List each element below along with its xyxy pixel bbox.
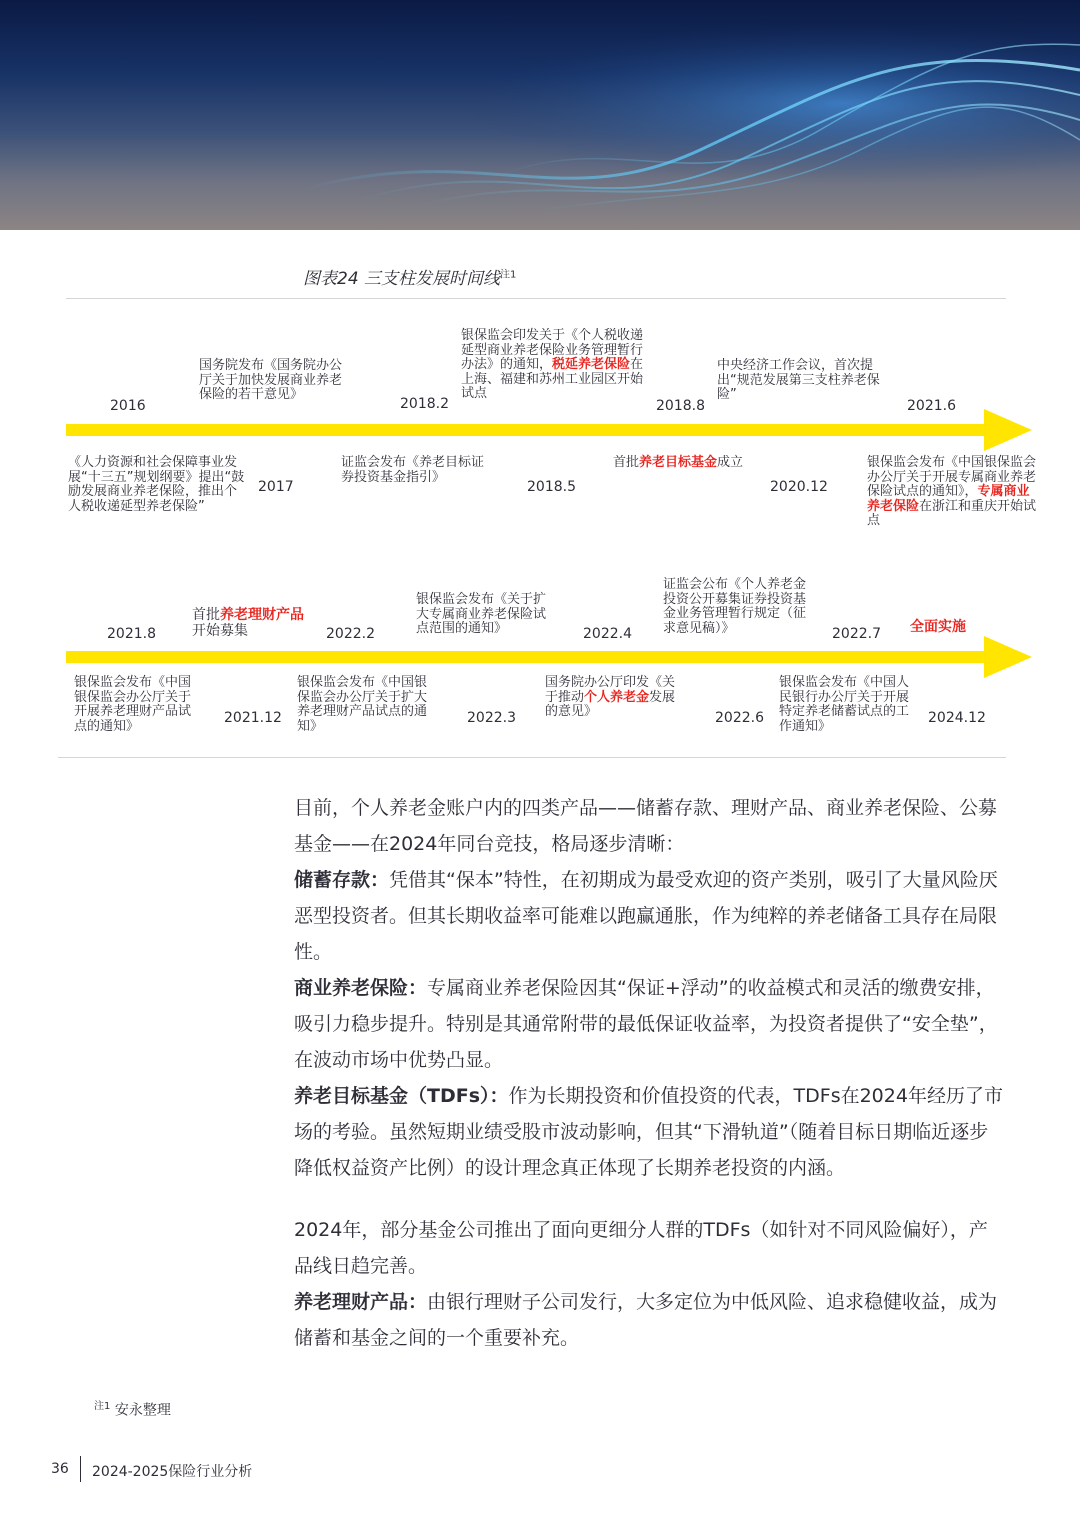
event-2022-3: 银保监会发布《关于扩大专属商业养老保险试点范围的通知》 <box>416 592 547 636</box>
year-2016: 2016 <box>110 398 146 414</box>
event-2021-12: 首批养老理财产品开始募集 <box>192 607 304 639</box>
event-2018-8: 首批养老目标基金成立 <box>613 455 744 470</box>
figure-bottom-divider <box>58 757 1006 758</box>
year-2022-3: 2022.3 <box>467 710 516 726</box>
year-2022-2: 2022.2 <box>326 626 375 642</box>
figure-top-divider <box>66 298 1006 299</box>
year-2022-6: 2022.6 <box>715 710 764 726</box>
event-2017: 国务院发布《国务院办公厅关于加快发展商业养老保险的若干意见》 <box>199 358 343 402</box>
tdf-2024-paragraph: 2024年，部分基金公司推出了面向更细分人群的TDFs（如针对不同风险偏好），产品线日趋完善。 <box>294 1219 988 1277</box>
event-2016: 《人力资源和社会保障事业发展“十三五”规划纲要》提出“鼓励发展商业养老保险，推出个人税收递延型养老保险” <box>68 455 245 514</box>
year-2018-5: 2018.5 <box>527 479 576 495</box>
savings-paragraph: 储蓄存款：凭借其“保本”特性，在初期成为最受欢迎的资产类别，吸引了大量风险厌恶型投资者。但其长期收益率可能难以跑赢通胀，作为纯粹的养老储备工具存在局限性。 <box>294 869 998 963</box>
timeline-arrow-2 <box>66 636 1032 678</box>
figure-title: 图表24 三支柱发展时间线$^{注1}$ <box>303 269 517 289</box>
event-2022-6: 证监会公布《个人养老金投资公开募集证券投资基金业务管理暂行规定（征求意见稿）》 <box>663 577 807 636</box>
year-2024-12: 2024.12 <box>928 710 986 726</box>
event-2021-6: 银保监会发布《中国银保监会办公厅关于开展专属商业养老保险试点的通知》，专属商业养老保险在浙江和重庆开始试点 <box>867 455 1037 528</box>
event-2022-2: 银保监会发布《中国银保监会办公厅关于扩大养老理财产品试点的通知》 <box>297 675 428 734</box>
event-2018-2: 证监会发布《养老目标证券投资基金指引》 <box>341 455 485 485</box>
event-2018-5: 银保监会印发关于《个人税收递延型商业养老保险业务管理暂行办法》的通知，税延养老保险在上海、福建和苏州工业园区开始试点 <box>461 328 644 401</box>
article-body <box>294 790 1006 1356</box>
year-2020-12: 2020.12 <box>770 479 828 495</box>
wave-light-graphic <box>0 0 1080 230</box>
year-2021-8: 2021.8 <box>107 626 156 642</box>
event-2022-4: 国务院办公厅印发《关于推动个人养老金发展的意见》 <box>545 675 676 719</box>
year-2021-6: 2021.6 <box>907 398 956 414</box>
year-2018-2: 2018.2 <box>400 396 449 412</box>
insurance-paragraph: 商业养老保险：专属商业养老保险因其“保证+浮动”的收益模式和灵活的缴费安排，吸引力稳步提升。特别是其通常附带的最低保证收益率，为投资者提供了“安全垫”，在波动市场中优势凸显。 <box>294 977 998 1071</box>
year-2021-12: 2021.12 <box>224 710 282 726</box>
hero-banner-image <box>0 0 1080 230</box>
tdf-paragraph: 养老目标基金（TDFs）：作为长期投资和价值投资的代表，TDFs在2024年经历了市场的考验。虽然短期业绩受股市波动影响，但其“下滑轨道”（随着目标日期临近逐步降低权益资产比例）的设计理念真正体现了长期养老投资的内涵。 <box>294 1085 1003 1179</box>
event-2021-8: 银保监会发布《中国银保监会办公厅关于开展养老理财产品试点的通知》 <box>74 675 192 734</box>
year-2022-7: 2022.7 <box>832 626 881 642</box>
footer-divider <box>80 1456 81 1482</box>
footnote: $^{注1}$ 安永整理 <box>94 1401 171 1419</box>
page-number: 36 <box>51 1461 69 1477</box>
intro-paragraph: 目前，个人养老金账户内的四类产品——储蓄存款、理财产品、商业养老保险、公募基金——在2024年同台竞技，格局逐步清晰： <box>294 797 998 855</box>
year-2022-4: 2022.4 <box>583 626 632 642</box>
footer-title: 2024-2025保险行业分析 <box>92 1464 253 1480</box>
year-2017: 2017 <box>258 479 294 495</box>
event-2024-12: 全面实施 <box>910 619 966 635</box>
event-2020-12: 中央经济工作会议，首次提出“规范发展第三支柱养老保险” <box>717 358 880 402</box>
wealth-product-paragraph: 养老理财产品：由银行理财子公司发行，大多定位为中低风险、追求稳健收益，成为储蓄和基金之间的一个重要补充。 <box>294 1291 998 1349</box>
event-2022-7: 银保监会发布《中国人民银行办公厅关于开展特定养老储蓄试点的工作通知》 <box>779 675 910 734</box>
timeline-arrow-1 <box>66 409 1032 451</box>
year-2018-8: 2018.8 <box>656 398 705 414</box>
